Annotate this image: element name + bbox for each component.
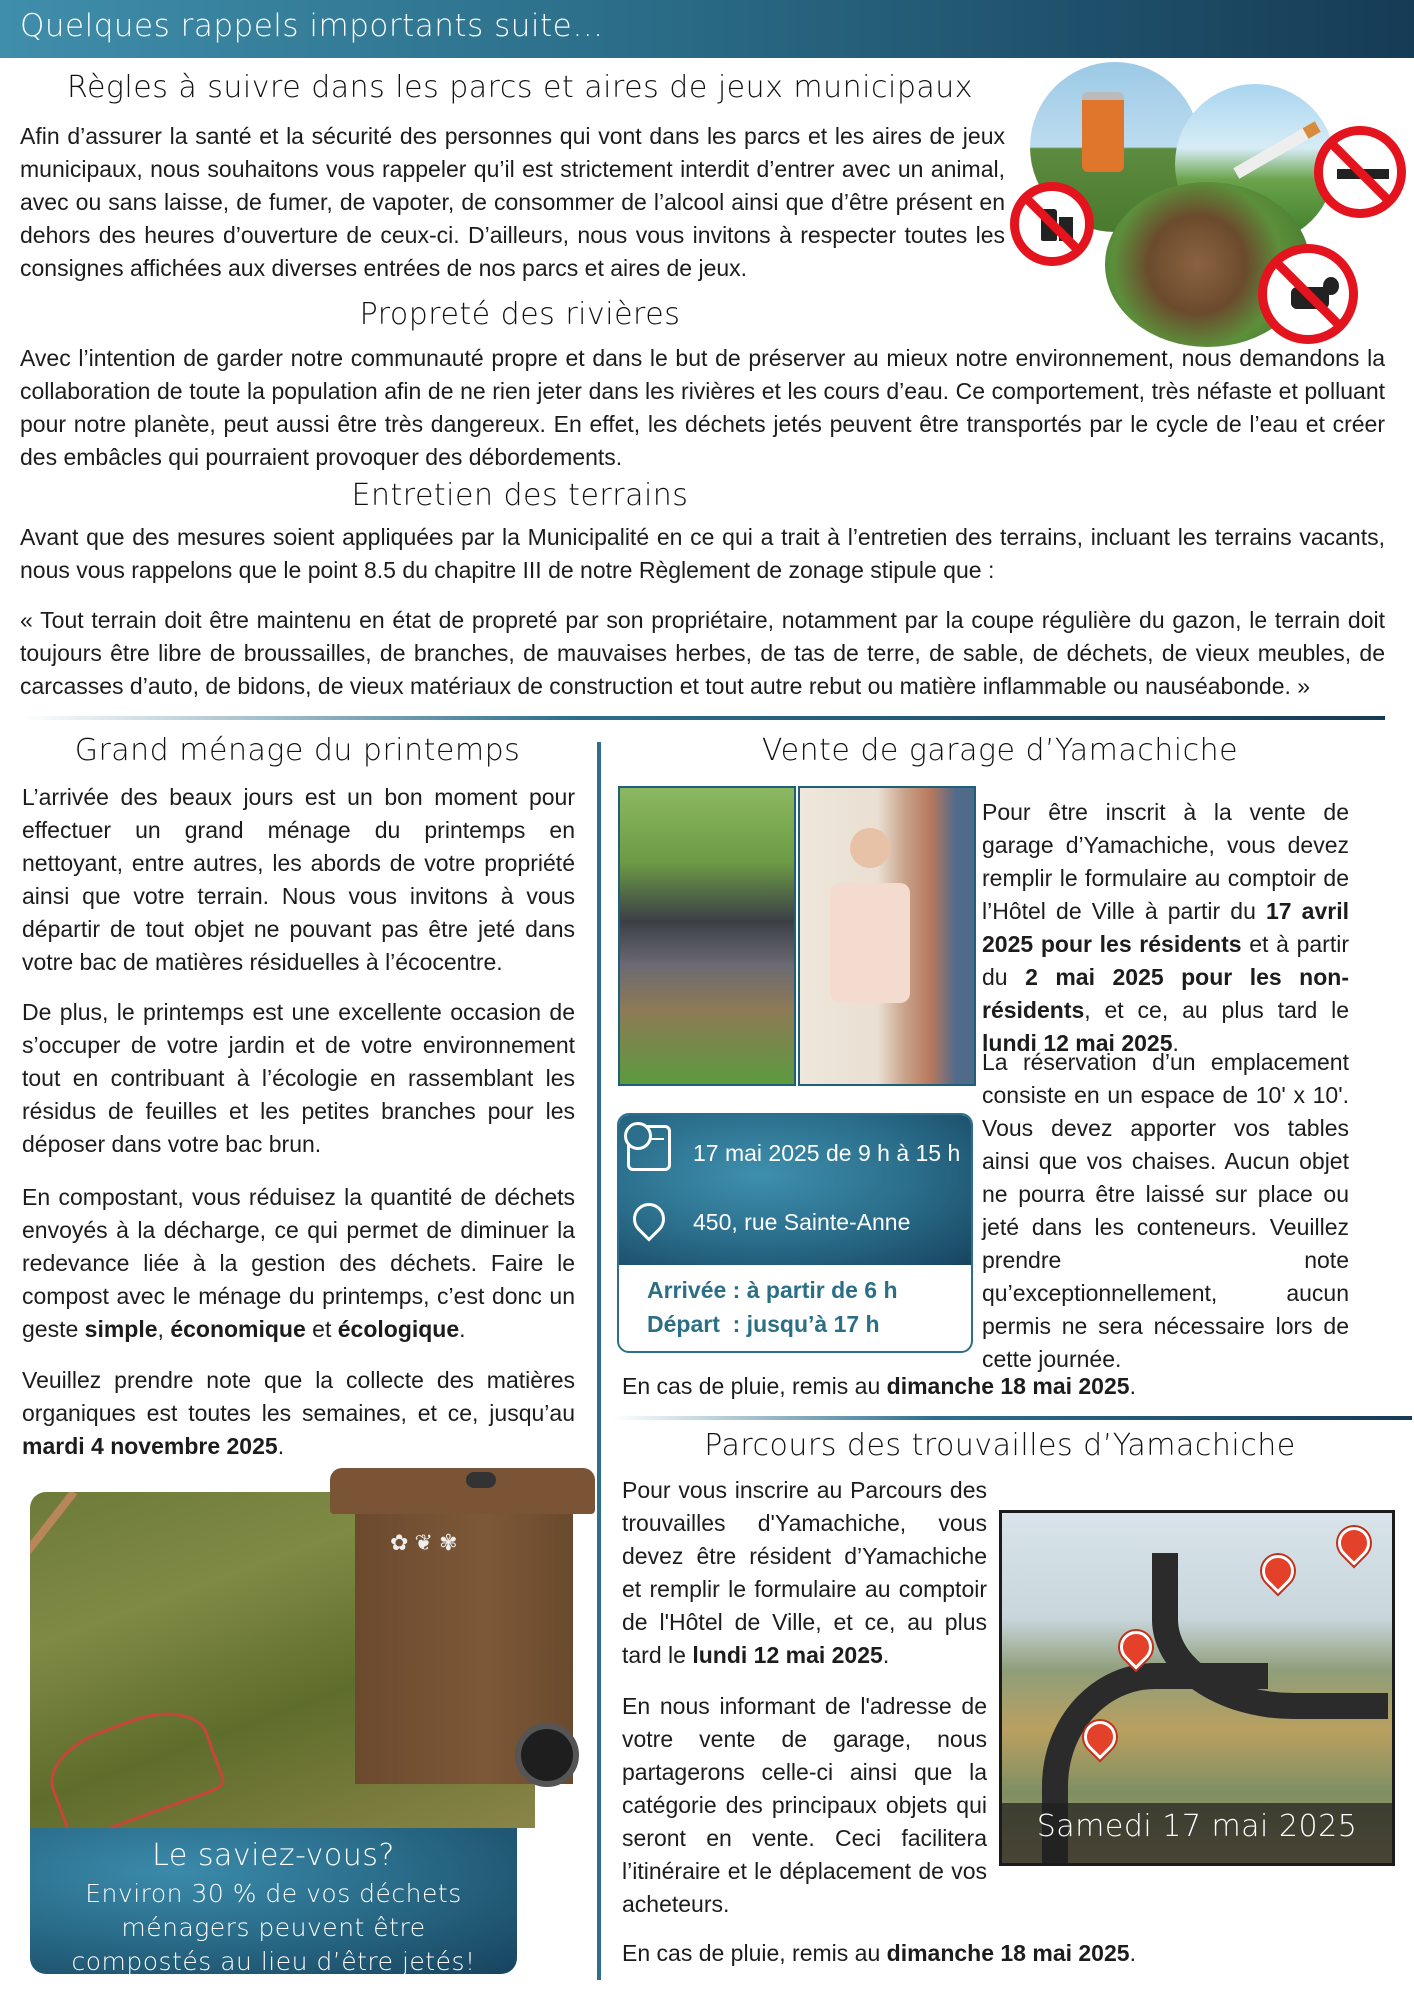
- menage-paragraph-4: Veuillez prendre note que la collecte des matières organiques est toutes les semaines, et ce, jusqu’au mardi 4 novembre 2025.: [22, 1367, 575, 1459]
- parcours-paragraph-2: En nous informant de l'adresse de votre vente de garage, nous partagerons celle-ci ainsi que la catégorie des principaux objets qui seront en vente. Ceci facilitera l’itinéraire et le déplacement de vos acheteurs.: [622, 1693, 987, 1917]
- event-info-box: [617, 1113, 973, 1353]
- page-title-bar: [0, 0, 1414, 58]
- vente-rain-notice: En cas de pluie, remis au dimanche 18 mai 2025.: [622, 1373, 1136, 1399]
- drink-can-icon: [1082, 92, 1124, 172]
- no-alcohol-icon: [1010, 182, 1094, 266]
- parcours-paragraph-1: Pour vous inscrire au Parcours des trouvailles d'Yamachiche, vous devez être résident d’Yamachiche et remplir le formulaire au comptoir de l'Hôtel de Ville, et ce, au plus tard le lundi 12 mai 2025.: [622, 1477, 987, 1668]
- brown-compost-bin: [330, 1468, 595, 1808]
- location-pin-icon: [626, 1196, 671, 1241]
- calendar-clock-icon: [627, 1125, 671, 1171]
- parcs-heading: Règles à suivre dans les parcs et aires de jeux municipaux: [66, 70, 974, 105]
- saviez-vous-text: Environ 30 % de vos déchets ménagers peuvent être compostés au lieu d’être jetés!: [71, 1879, 476, 1976]
- event-address: 450, rue Sainte-Anne: [693, 1209, 911, 1235]
- vente-paragraph-1: Pour être inscrit à la vente de garage d’Yamachiche, vous devez remplir le formulaire au comptoir de l’Hôtel de Ville à partir du 17 avril 2025 pour les résidents et à partir du 2 mai 2025 pour les non-résidents, et ce, au plus tard le lundi 12 mai 2025.: [982, 799, 1349, 1056]
- page-title: Quelques rappels importants suite…: [20, 8, 604, 44]
- rake-head: [39, 1697, 228, 1828]
- rivieres-heading: Propreté des rivières: [359, 297, 681, 332]
- terrains-quote: « Tout terrain doit être maintenu en état de propreté par son propriétaire, notamment par la coupe régulière du gazon, le terrain doit toujours être libre de broussailles, de branches, de mauvaises herbes, de tas de terre, de sable, de déchets, de vieux meubles, de carcasses d’auto, de bidons, de vieux matériaux de construction et tout autre rebut ou matière inflammable ou nauséabonde. »: [20, 607, 1385, 699]
- terrains-heading: Entretien des terrains: [351, 478, 689, 513]
- vente-paragraph-2: La réservation d’un emplacement consiste en un espace de 10' x 10'. Vous devez apporter vos tables ainsi que vos chaises. Aucun objet ne pourra être laissé sur place ou jeté dans les conteneurs. Veuillez prendre note qu’exceptionnellement, aucun permis ne sera nécessaire lors de cette journée.: [982, 1049, 1349, 1372]
- date-banner-text: Samedi 17 mai 2025: [1036, 1809, 1358, 1844]
- bin-icons: ✿ ❦ ✾: [390, 1530, 458, 1555]
- section-divider: [20, 716, 1385, 720]
- right-column-divider: [612, 1416, 1412, 1420]
- parcours-rain-notice: En cas de pluie, remis au dimanche 18 mai 2025.: [622, 1940, 1136, 1966]
- event-date: 17 mai 2025 de 9 h à 15 h: [693, 1140, 961, 1166]
- cigarette-icon: [1233, 121, 1320, 178]
- saviez-vous-title: Le saviez-vous?: [152, 1838, 395, 1873]
- road-map-illustration: [999, 1510, 1395, 1866]
- clothing-rack-photo: [798, 786, 976, 1086]
- no-smoking-icon: [1314, 126, 1406, 218]
- event-info-header: [619, 1115, 971, 1265]
- menage-paragraph-1: L’arrivée des beaux jours est un bon moment pour effectuer un grand ménage du printemps en nettoyant, entre autres, les abords de votre propriété ainsi que votre terrain. Nous vous invitons à vous départir de tout objet ne pouvant pas être jeté dans votre bac de matières résiduelles à l’écocentre.: [22, 784, 575, 975]
- saviez-vous-box: [30, 1828, 517, 1974]
- rake-handle: [30, 1492, 77, 1676]
- menage-heading: Grand ménage du printemps: [74, 733, 521, 768]
- garage-sale-table-photo: [618, 786, 796, 1086]
- parcs-illustration: [1010, 62, 1410, 347]
- parcs-text: Afin d’assurer la santé et la sécurité des personnes qui vont dans les parcs et les aires de jeux municipaux, nous souhaitons vous rappeler qu’il est strictement interdit d’entrer avec un animal, avec ou sans laisse, de fumer, de vapoter, de consommer de l’alcool ainsi que d’être présent en dehors des heures d’ouverture de ceux-ci. D’ailleurs, nous vous invitons à respecter toutes les consignes affichées aux diverses entrées de nos parcs et aires de jeux.: [20, 123, 1005, 281]
- terrains-text-1: Avant que des mesures soient appliquées par la Municipalité en ce qui a trait à l’entretien des terrains, incluant les terrains vacants, nous vous rappelons que le point 8.5 du chapitre III de notre Règlement de zonage stipule que :: [20, 524, 1385, 583]
- arrival-time: Arrivée : à partir de 6 h: [647, 1277, 898, 1303]
- menage-paragraph-2: De plus, le printemps est une excellente occasion de s’occuper de votre jardin et de votre environnement tout en contribuant à l’écologie en rassemblant les résidus de feuilles et les petites branches pour les déposer dans votre bac brun.: [22, 999, 575, 1157]
- menage-paragraph-3: En compostant, vous réduisez la quantité de déchets envoyés à la décharge, ce qui permet de diminuer la redevance liée à la gestion des déchets. Faire le compost avec le ménage du printemps, c’est donc un geste simple, économique et écologique.: [22, 1184, 575, 1342]
- vente-heading: Vente de garage d’Yamachiche: [761, 733, 1239, 768]
- column-divider: [597, 742, 601, 1980]
- no-dogs-icon: [1258, 244, 1358, 344]
- departure-time: Départ : jusqu’à 17 h: [647, 1311, 880, 1337]
- rivieres-text: Avec l’intention de garder notre communauté propre et dans le but de préserver au mieux notre environnement, nous demandons la collaboration de toute la population afin de ne rien jeter dans les rivières et les cours d’eau. Ce comportement, très néfaste et polluant pour notre planète, peut aussi être très dangereux. En effet, les déchets jetés peuvent être transportés par le cycle de l’eau et créer des embâcles qui pourraient provoquer des débordements.: [20, 345, 1385, 470]
- parcours-heading: Parcours des trouvailles d’Yamachiche: [704, 1428, 1296, 1463]
- bin-wheel: [515, 1723, 579, 1787]
